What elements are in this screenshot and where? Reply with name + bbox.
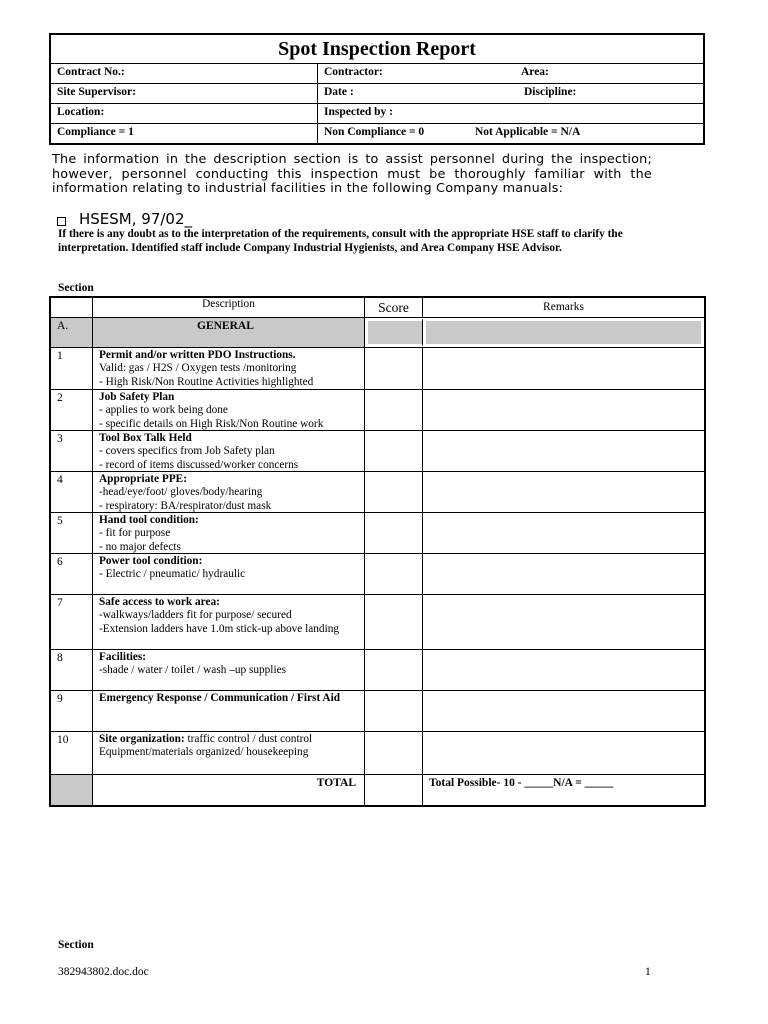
row-title: Tool Box Talk Held bbox=[99, 432, 192, 444]
row-line: -Extension ladders have 1.0m stick-up above landing bbox=[99, 622, 339, 635]
section-name: GENERAL bbox=[93, 318, 365, 347]
score-cell[interactable] bbox=[365, 348, 423, 389]
total-row bbox=[51, 775, 704, 805]
row-number: 6 bbox=[51, 554, 93, 594]
row-description bbox=[93, 513, 365, 553]
row-line: Equipment/materials organized/ housekeeping bbox=[99, 746, 309, 759]
row-number: 8 bbox=[51, 650, 93, 690]
score-cell[interactable] bbox=[365, 595, 423, 649]
contractor-field: Contractor: bbox=[324, 66, 383, 78]
row-line: - respiratory: BA/respirator/dust mask bbox=[99, 499, 272, 512]
row-line: -head/eye/foot/ gloves/body/hearing bbox=[99, 486, 263, 499]
table-row bbox=[51, 595, 704, 650]
score-cell[interactable] bbox=[365, 650, 423, 690]
row-line: - no major defects bbox=[99, 540, 181, 553]
date-field: Date : bbox=[324, 86, 354, 98]
contract-no-field: Contract No.: bbox=[51, 64, 318, 83]
score-cell[interactable] bbox=[365, 431, 423, 471]
remarks-cell[interactable] bbox=[423, 513, 704, 553]
row-description bbox=[93, 650, 365, 690]
remarks-cell[interactable] bbox=[423, 431, 704, 471]
manual-bullet bbox=[57, 210, 192, 228]
row-description bbox=[93, 554, 365, 594]
table-row bbox=[51, 513, 704, 554]
intro-paragraph: The information in the description section is to assist personnel during the inspection; however, personnel conducting this inspection must be thoroughly familiar with the information relating to industrial facilities in the following Company manuals: bbox=[52, 152, 652, 196]
row-number: 9 bbox=[51, 691, 93, 731]
section-a-row bbox=[51, 318, 704, 348]
table-row bbox=[51, 650, 704, 691]
row-line: - High Risk/Non Routine Activities highlighted bbox=[99, 375, 314, 388]
remarks-cell[interactable] bbox=[423, 390, 704, 430]
row-number: 3 bbox=[51, 431, 93, 471]
row-title: Job Safety Plan bbox=[99, 391, 175, 403]
row-title: Safe access to work area: bbox=[99, 596, 220, 608]
row-title: Hand tool condition: bbox=[99, 514, 199, 526]
table-row bbox=[51, 554, 704, 595]
area-field: Area: bbox=[521, 66, 549, 78]
report-title: Spot Inspection Report bbox=[51, 35, 703, 64]
inspection-table bbox=[49, 296, 706, 807]
remarks-cell[interactable] bbox=[423, 595, 704, 649]
remarks-cell[interactable] bbox=[423, 732, 704, 774]
remarks-cell[interactable] bbox=[423, 348, 704, 389]
row-title: Facilities: bbox=[99, 651, 147, 663]
table-header-row bbox=[51, 298, 704, 318]
row-number: 4 bbox=[51, 472, 93, 512]
footer-filename: 382943802.doc.doc bbox=[58, 966, 149, 978]
square-bullet-icon bbox=[57, 217, 66, 226]
non-compliance-cell bbox=[318, 124, 703, 143]
description-header: Description bbox=[93, 298, 365, 317]
inspected-by-field: Inspected by : bbox=[324, 106, 394, 118]
remarks-cell[interactable] bbox=[423, 650, 704, 690]
row-number: 1 bbox=[51, 348, 93, 389]
row-description bbox=[93, 595, 365, 649]
total-possible-text: Total Possible- 10 - _____N/A = _____ bbox=[423, 775, 704, 805]
row-title: Permit and/or written PDO Instructions. bbox=[99, 349, 296, 361]
manual-name: HSESM, 97/02_ bbox=[79, 210, 193, 228]
row-number: 2 bbox=[51, 390, 93, 430]
remarks-header: Remarks bbox=[543, 301, 584, 313]
row-description bbox=[93, 732, 365, 774]
row-description bbox=[93, 472, 365, 512]
report-header-table bbox=[49, 33, 705, 145]
section-label-top: Section bbox=[58, 282, 94, 294]
discipline-field: Discipline: bbox=[524, 86, 577, 98]
row-description bbox=[93, 348, 365, 389]
row-number: 5 bbox=[51, 513, 93, 553]
score-cell[interactable] bbox=[365, 513, 423, 553]
table-row bbox=[51, 348, 704, 390]
section-remarks-cell[interactable] bbox=[423, 318, 704, 347]
score-cell[interactable] bbox=[365, 390, 423, 430]
non-compliance-legend: Non Compliance = 0 bbox=[324, 126, 425, 138]
row-line: -shade / water / toilet / wash –up supplies bbox=[99, 664, 286, 677]
location-field: Location: bbox=[51, 104, 318, 123]
score-cell[interactable] bbox=[365, 554, 423, 594]
section-code: A. bbox=[51, 318, 93, 347]
remarks-cell[interactable] bbox=[423, 691, 704, 731]
row-title: Emergency Response / Communication / First Aid bbox=[99, 692, 340, 704]
total-score-cell[interactable] bbox=[365, 775, 423, 805]
row-line: - Electric / pneumatic/ hydraulic bbox=[99, 568, 246, 581]
section-score-cell[interactable] bbox=[365, 318, 423, 347]
score-cell[interactable] bbox=[365, 732, 423, 774]
table-row bbox=[51, 691, 704, 732]
row-title: Site organization: traffic control / dust control bbox=[99, 733, 313, 745]
compliance-legend: Compliance = 1 bbox=[51, 124, 318, 143]
contractor-area-cell bbox=[318, 64, 703, 83]
row-line: - fit for purpose bbox=[99, 527, 171, 540]
doubt-paragraph: If there is any doubt as to the interpretation of the requirements, consult with the appropriate HSE staff to clarify the interpretation. Identified staff include Company Industrial Hygienists, and Area Company HSE Advisor. bbox=[58, 228, 623, 254]
total-label: TOTAL bbox=[93, 775, 365, 805]
header-row-location bbox=[51, 104, 703, 124]
row-number: 10 bbox=[51, 732, 93, 774]
site-supervisor-field: Site Supervisor: bbox=[51, 84, 318, 103]
table-row bbox=[51, 431, 704, 472]
row-description bbox=[93, 390, 365, 430]
row-line: Valid: gas / H2S / Oxygen tests /monitoring bbox=[99, 362, 297, 375]
row-description bbox=[93, 691, 365, 731]
row-number: 7 bbox=[51, 595, 93, 649]
table-row bbox=[51, 732, 704, 775]
not-applicable-legend: Not Applicable = N/A bbox=[475, 126, 581, 138]
row-line: - applies to work being done bbox=[99, 404, 228, 417]
row-title: Appropriate PPE: bbox=[99, 473, 187, 485]
row-line: -walkways/ladders fit for purpose/ secured bbox=[99, 609, 292, 622]
table-row bbox=[51, 472, 704, 513]
header-row-compliance bbox=[51, 124, 703, 143]
header-row-contract bbox=[51, 64, 703, 84]
score-header: Score bbox=[365, 298, 423, 317]
section-label-bottom: Section bbox=[58, 939, 94, 951]
total-num-cell bbox=[51, 775, 93, 805]
row-line: - specific details on High Risk/Non Routine work bbox=[99, 417, 324, 430]
score-cell[interactable] bbox=[365, 472, 423, 512]
date-discipline-cell bbox=[318, 84, 703, 103]
header-row-supervisor bbox=[51, 84, 703, 104]
row-line: - covers specifics from Job Safety plan bbox=[99, 445, 275, 458]
num-header bbox=[51, 298, 93, 317]
row-description bbox=[93, 431, 365, 471]
table-row bbox=[51, 390, 704, 431]
row-title: Power tool condition: bbox=[99, 555, 203, 567]
remarks-cell[interactable] bbox=[423, 554, 704, 594]
row-line: - record of items discussed/worker concerns bbox=[99, 458, 299, 471]
score-cell[interactable] bbox=[365, 691, 423, 731]
remarks-cell[interactable] bbox=[423, 472, 704, 512]
footer-page-number: 1 bbox=[645, 966, 651, 978]
